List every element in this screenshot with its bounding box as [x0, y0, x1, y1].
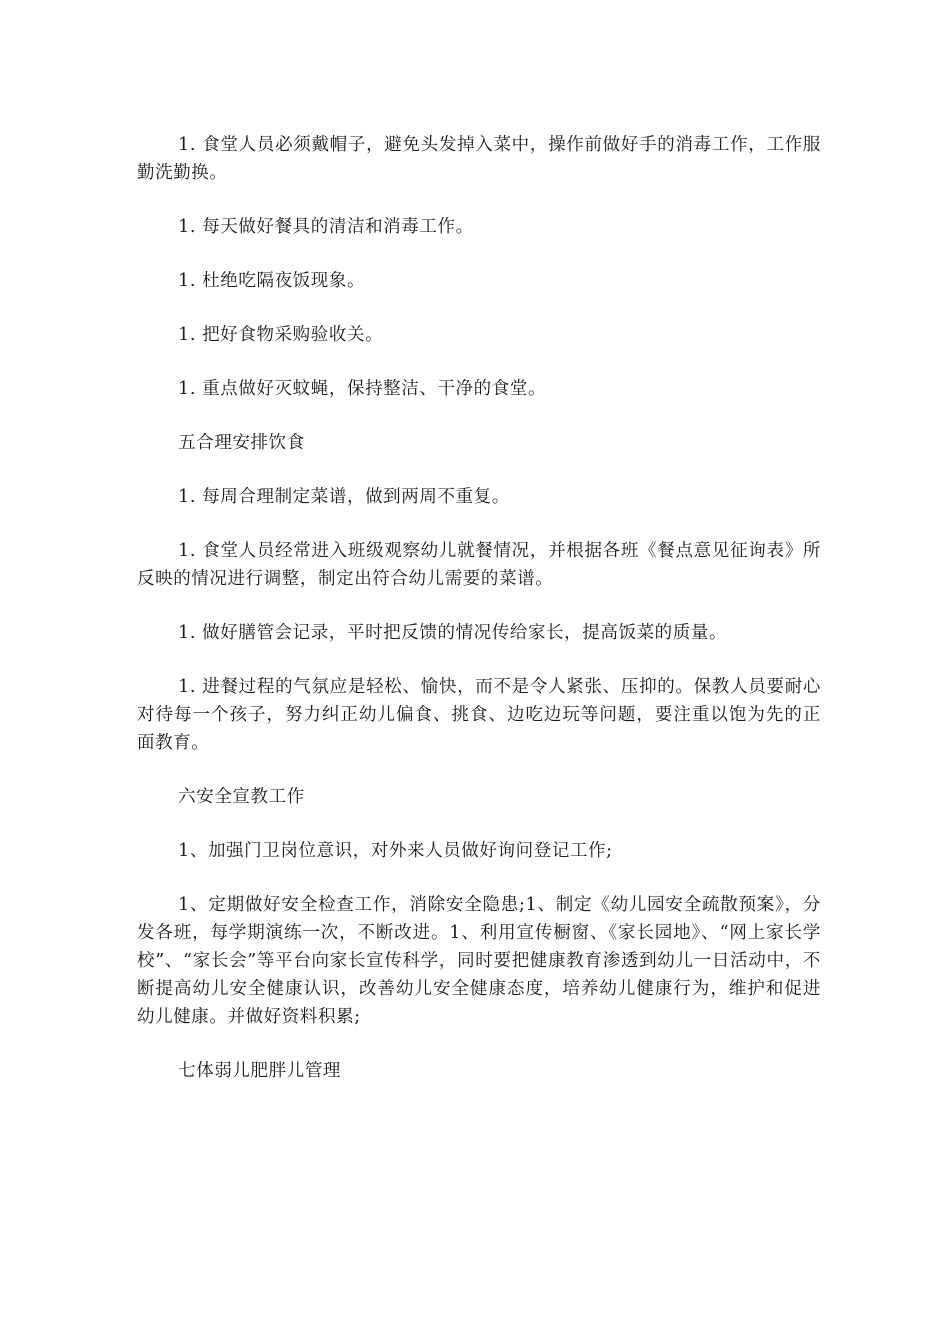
paragraph-class-observation: 1. 食堂人员经常进入班级观察幼儿就餐情况，并根据各班《餐点意见征询表》所反映的情况进行调整，制定出符合幼儿需要的菜谱。: [137, 541, 821, 589]
paragraph-weekly-menu: 1. 每周合理制定菜谱，做到两周不重复。: [178, 487, 510, 507]
paragraph-tableware-disinfection: 1. 每天做好餐具的清洁和消毒工作。: [178, 217, 474, 237]
paragraph-dining-atmosphere: 1. 进餐过程的气氛应是轻松、愉快，而不是令人紧张、压抑的。保教人员要耐心对待每一个孩子，努力纠正幼儿偏食、挑食、边吃边玩等问题，要注重以饱为先的正面教育。: [137, 677, 821, 753]
paragraph-meal-committee: 1. 做好膳管会记录，平时把反馈的情况传给家长，提高饭菜的质量。: [178, 623, 728, 643]
section-heading-safety: 六安全宣教工作: [178, 787, 305, 807]
document-body: [137, 131, 821, 1111]
paragraph-food-procurement: 1. 把好食物采购验收关。: [178, 325, 384, 345]
section-heading-weak-obese-children: 七体弱儿肥胖儿管理: [178, 1061, 342, 1081]
paragraph-gate-security: 1、加强门卫岗位意识，对外来人员做好询问登记工作;: [178, 841, 613, 861]
paragraph-pest-control: 1. 重点做好灭蚊蝇，保持整洁、干净的食堂。: [178, 379, 547, 399]
paragraph-canteen-hygiene: 1. 食堂人员必须戴帽子，避免头发掉入菜中，操作前做好手的消毒工作，工作服勤洗勤换。: [137, 135, 821, 183]
paragraph-safety-inspection: 1、定期做好安全检查工作，消除安全隐患;1、制定《幼儿园安全疏散预案》，分发各班，每学期演练一次，不断改进。1、利用宣传橱窗、《家长园地》、“网上家长学校”、“家长会”等平台向家长宣传科学，同时要把健康教育渗透到幼儿一日活动中，不断提高幼儿安全健康认识，改善幼儿安全健康态度，培养幼儿健康行为，维护和促进幼儿健康。并做好资料积累;: [137, 895, 821, 1027]
section-heading-diet: 五合理安排饮食: [178, 433, 305, 453]
paragraph-no-overnight-food: 1. 杜绝吃隔夜饭现象。: [178, 271, 366, 291]
